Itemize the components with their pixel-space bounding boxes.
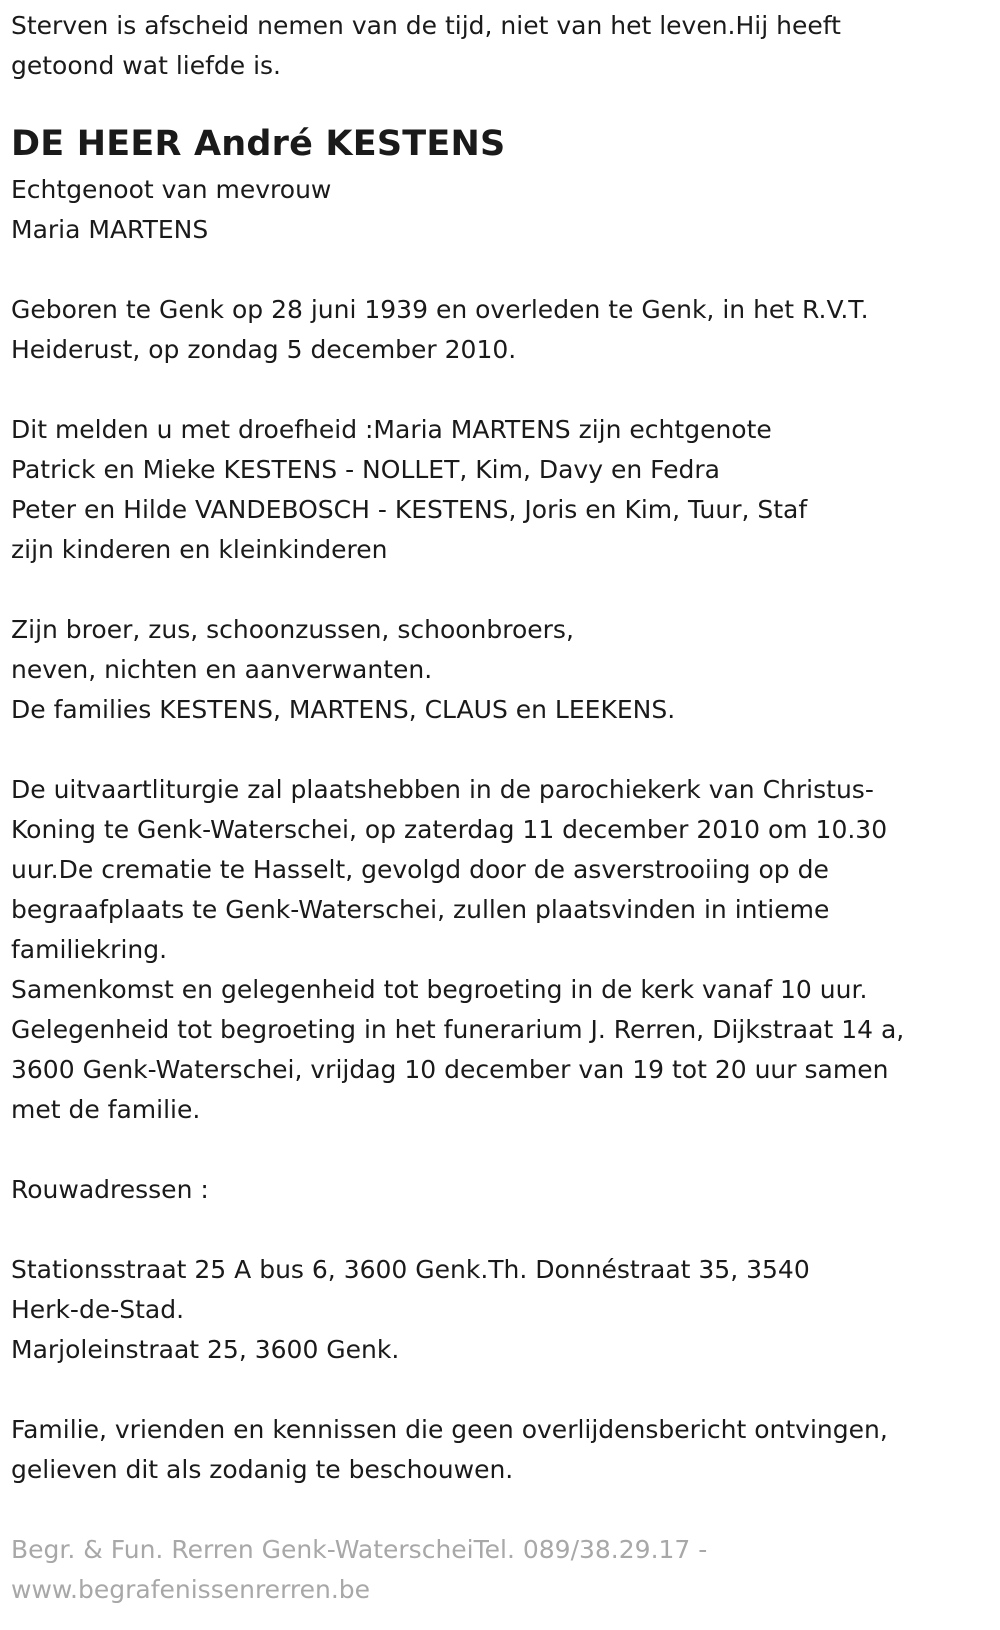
address-line: Stationsstraat 25 A bus 6, 3600 Genk.Th. Donnéstraat 35, 3540 [11, 1255, 810, 1284]
address-line: Herk-de-Stad. [11, 1295, 185, 1324]
funeral-line: begraafplaats te Genk-Waterschei, zullen plaatsvinden in intieme [11, 895, 830, 924]
announcement-line: zijn kinderen en kleinkinderen [11, 535, 388, 564]
relatives-line: De families KESTENS, MARTENS, CLAUS en LEEKENS. [11, 695, 676, 724]
relatives-line: Zijn broer, zus, schoonzussen, schoonbroers, [11, 615, 574, 644]
funeral-line: Gelegenheid tot begroeting in het funerarium J. Rerren, Dijkstraat 14 a, [11, 1015, 905, 1044]
closing-line: gelieven dit als zodanig te beschouwen. [11, 1455, 514, 1484]
deceased-name: DE HEER André KESTENS [11, 124, 506, 164]
funeral-line: Samenkomst en gelegenheid tot begroeting in de kerk vanaf 10 uur. [11, 975, 868, 1004]
announcement-line: Peter en Hilde VANDEBOSCH - KESTENS, Joris en Kim, Tuur, Staf [11, 495, 808, 524]
funeral-line: familiekring. [11, 935, 168, 964]
footer-line: Begr. & Fun. Rerren Genk-WaterscheiTel. 089/38.29.17 - [11, 1535, 708, 1564]
quote-line: Sterven is afscheid nemen van de tijd, niet van het leven.Hij heeft [11, 11, 841, 40]
funeral-line: 3600 Genk-Waterschei, vrijdag 10 december van 19 tot 20 uur samen [11, 1055, 889, 1084]
announcement-line: Patrick en Mieke KESTENS - NOLLET, Kim, Davy en Fedra [11, 455, 720, 484]
closing-line: Familie, vrienden en kennissen die geen overlijdensbericht ontvingen, [11, 1415, 888, 1444]
funeral-home-footer [11, 1530, 988, 1610]
funeral-line: met de familie. [11, 1095, 201, 1124]
funeral-line: De uitvaartliturgie zal plaatshebben in de parochiekerk van Christus- [11, 775, 874, 804]
footer-website: www.begrafenissenrerren.be [11, 1575, 371, 1604]
spouse-line: Maria MARTENS [11, 215, 209, 244]
quote-line: getoond wat liefde is. [11, 51, 282, 80]
obituary-body [11, 170, 988, 1490]
relatives-line: neven, nichten en aanverwanten. [11, 655, 433, 684]
birth-death-line: Geboren te Genk op 28 juni 1939 en overleden te Genk, in het R.V.T. [11, 295, 869, 324]
opening-quote [11, 6, 988, 86]
addresses-heading: Rouwadressen : [11, 1175, 209, 1204]
funeral-line: Koning te Genk-Waterschei, op zaterdag 11 december 2010 om 10.30 [11, 815, 888, 844]
funeral-line: uur.De crematie te Hasselt, gevolgd door de asverstrooiing op de [11, 855, 829, 884]
birth-death-line: Heiderust, op zondag 5 december 2010. [11, 335, 517, 364]
address-line: Marjoleinstraat 25, 3600 Genk. [11, 1335, 400, 1364]
spouse-line: Echtgenoot van mevrouw [11, 175, 332, 204]
announcement-line: Dit melden u met droefheid :Maria MARTENS zijn echtgenote [11, 415, 772, 444]
